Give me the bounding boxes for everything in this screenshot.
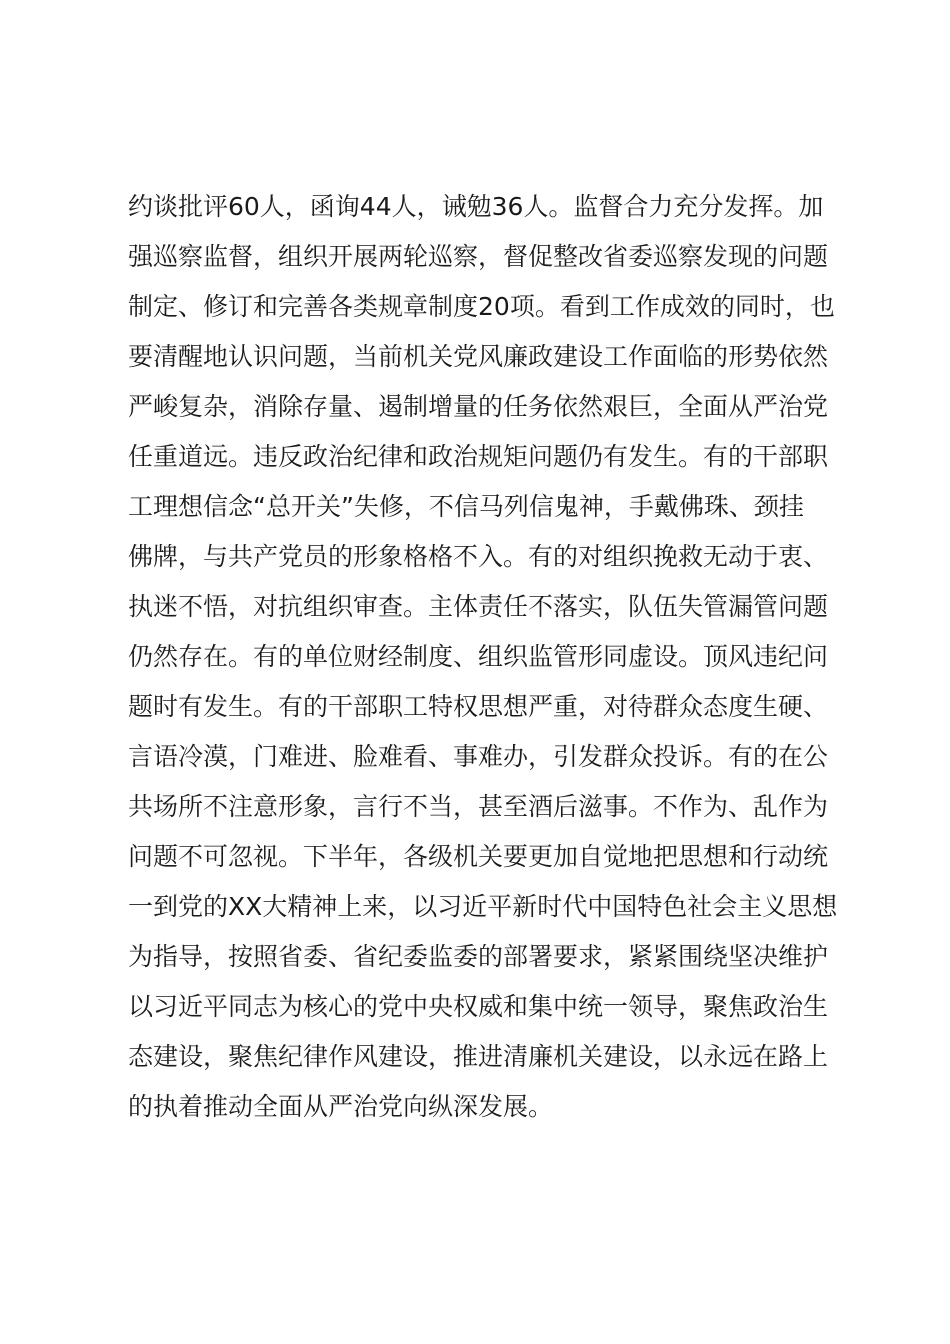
text-line: 约谈批评60人，函询44人，诫勉36人。监督合力充分发挥。加 bbox=[128, 192, 824, 221]
text-line: 佛牌，与共产党员的形象格格不入。有的对组织挽救无动于衷、 bbox=[128, 542, 829, 571]
text-line: 强巡察监督，组织开展两轮巡察，督促整改省委巡察发现的问题 bbox=[128, 242, 829, 271]
document-body bbox=[128, 182, 858, 1132]
text-line: 言语冷漠，门难进、脸难看、事难办，引发群众投诉。有的在公 bbox=[128, 742, 829, 771]
text-line: 题时有发生。有的干部职工特权思想严重，对待群众态度生硬、 bbox=[128, 692, 829, 721]
text-line: 态建设，聚焦纪律作风建设，推进清廉机关建设，以永远在路上 bbox=[128, 1042, 829, 1071]
text-line: 为指导，按照省委、省纪委监委的部署要求，紧紧围绕坚决维护 bbox=[128, 942, 829, 971]
text-line: 任重道远。违反政治纪律和政治规矩问题仍有发生。有的干部职 bbox=[128, 442, 829, 471]
text-line: 执迷不悟，对抗组织审查。主体责任不落实，队伍失管漏管问题 bbox=[128, 592, 829, 621]
text-line: 以习近平同志为核心的党中央权威和集中统一领导，聚焦政治生 bbox=[128, 992, 829, 1021]
text-line: 仍然存在。有的单位财经制度、组织监管形同虚设。顶风违纪问 bbox=[128, 642, 829, 671]
text-line: 一到党的XX大精神上来，以习近平新时代中国特色社会主义思想 bbox=[128, 892, 838, 921]
text-line: 要清醒地认识问题，当前机关党风廉政建设工作面临的形势依然 bbox=[128, 342, 829, 371]
text-line: 问题不可忽视。下半年，各级机关要更加自觉地把思想和行动统 bbox=[128, 842, 829, 871]
text-line: 共场所不注意形象，言行不当，甚至酒后滋事。不作为、乱作为 bbox=[128, 792, 829, 821]
text-line: 制定、修订和完善各类规章制度20项。看到工作成效的同时，也 bbox=[128, 292, 835, 321]
text-line: 严峻复杂，消除存量、遏制增量的任务依然艰巨，全面从严治党 bbox=[128, 392, 829, 421]
text-line: 的执着推动全面从严治党向纵深发展。 bbox=[128, 1092, 554, 1121]
text-line: 工理想信念“总开关”失修，不信马列信鬼神，手戴佛珠、颈挂 bbox=[128, 492, 804, 521]
